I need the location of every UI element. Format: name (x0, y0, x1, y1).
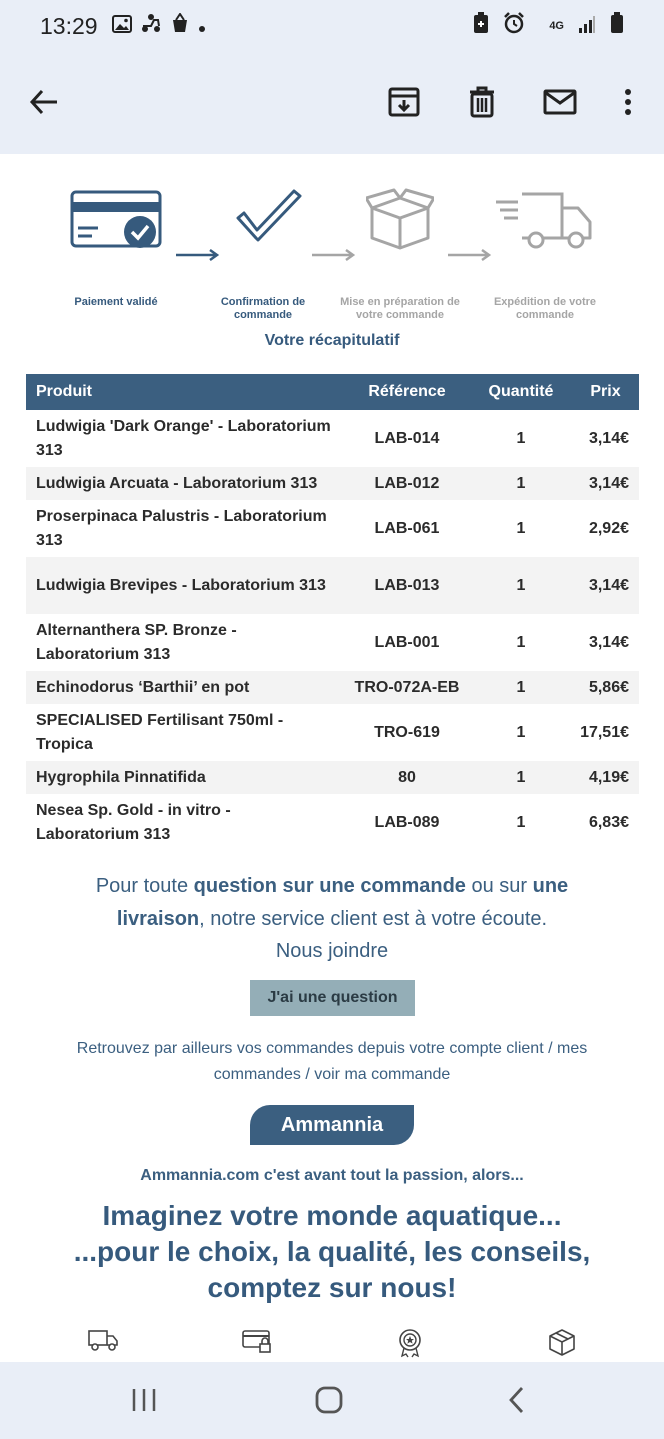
cell-reference: 80 (344, 761, 470, 794)
order-progress-steps (0, 182, 664, 321)
more-options-button[interactable] (608, 82, 648, 122)
secure-payment-icon (242, 1328, 272, 1358)
battery-icon (610, 12, 624, 40)
cell-product: Ludwigia 'Dark Orange' - Laboratorium 313 (36, 417, 331, 459)
step-arrow-icon (448, 248, 492, 266)
slogan-line: Imaginez votre monde aquatique... (102, 1200, 562, 1231)
delivery-truck-icon (496, 188, 594, 257)
cell-price: 6,83€ (588, 813, 629, 831)
mail-icon (543, 89, 577, 115)
step-label-shipping: Expédition de votre commande (493, 296, 597, 321)
cell-product: SPECIALISED Fertilisant 750ml - Tropica (36, 711, 284, 753)
cell-quantity: 1 (516, 429, 526, 447)
home-button[interactable] (309, 1384, 349, 1416)
home-icon (314, 1385, 344, 1415)
contact-join-link[interactable]: Nous joindre (275, 940, 389, 962)
table-row (26, 761, 639, 794)
cell-reference: LAB-014 (374, 429, 440, 447)
email-body (0, 154, 664, 1362)
cell-quantity: 1 (516, 633, 526, 651)
archive-button[interactable] (384, 82, 424, 122)
cell-price: 2,92€ (588, 519, 629, 537)
cell-quantity: 1 (470, 557, 572, 614)
gallery-icon (112, 13, 132, 39)
battery-saver-icon (473, 12, 489, 40)
cell-quantity: 1 (470, 761, 572, 794)
archive-icon (388, 86, 420, 118)
cell-price: 17,51€ (580, 723, 629, 741)
step-label-preparation: Mise en préparation de votre commande (340, 296, 460, 321)
back-button[interactable] (24, 82, 64, 122)
cell-product: Ludwigia Brevipes - Laboratorium 313 (26, 557, 344, 614)
cell-quantity: 1 (470, 467, 572, 500)
cell-quantity: 1 (470, 671, 572, 704)
signal-icon (578, 13, 596, 39)
col-header-quantity: Quantité (470, 374, 572, 410)
recent-apps-icon (131, 1388, 157, 1412)
table-row (26, 500, 639, 557)
cell-price: 3,14€ (588, 633, 629, 651)
contact-paragraph (50, 870, 614, 936)
order-items-table (26, 374, 639, 851)
recent-apps-button[interactable] (124, 1384, 164, 1416)
contact-text-part: ou sur (465, 875, 533, 897)
system-navigation-bar (0, 1362, 664, 1439)
cell-product: Hygrophila Pinnatifida (26, 761, 344, 794)
cell-quantity: 1 (516, 519, 526, 537)
cell-reference: TRO-619 (374, 723, 440, 741)
notification-dot-icon (198, 13, 206, 39)
orders-link-text[interactable]: Retrouvez par ailleurs vos commandes depuis votre compte client / mes commandes / voir ma commande (76, 1040, 588, 1083)
ask-question-button[interactable]: J'ai une question (250, 980, 415, 1016)
step-arrow-icon (176, 248, 220, 266)
step-label-confirmation: Confirmation de commande (220, 296, 306, 321)
checkmark-icon (234, 188, 304, 253)
system-back-button[interactable] (496, 1384, 536, 1416)
delivery-scooter-icon (140, 13, 162, 39)
cell-product: Alternanthera SP. Bronze - Laboratorium 313 (36, 621, 237, 663)
col-header-product: Produit (26, 374, 344, 410)
cell-reference: LAB-001 (374, 633, 440, 651)
slogan-line: comptez sur nous! (207, 1272, 457, 1303)
cell-reference: LAB-061 (374, 519, 440, 537)
cell-price: 5,86€ (572, 671, 639, 704)
cell-product: Echinodorus ‘Barthii’ en pot (26, 671, 344, 704)
col-header-reference: Référence (344, 374, 470, 410)
table-row (26, 671, 639, 704)
step-arrow-icon (312, 248, 356, 266)
cell-price: 3,14€ (588, 429, 629, 447)
more-vertical-icon (624, 88, 632, 116)
cell-reference: TRO-072A-EB (344, 671, 470, 704)
credit-card-check-icon (70, 188, 164, 255)
slogan-line: ...pour le choix, la qualité, les conseils, (73, 1236, 591, 1267)
recap-title: Votre récapitulatif (264, 332, 400, 349)
table-row (26, 410, 639, 467)
table-row (26, 557, 639, 614)
table-row (26, 614, 639, 671)
cell-reference: LAB-013 (344, 557, 470, 614)
cell-price: 4,19€ (572, 761, 639, 794)
col-header-price: Prix (572, 374, 639, 410)
cell-quantity: 1 (516, 723, 526, 741)
delete-button[interactable] (462, 82, 502, 122)
contact-text-bold: question sur une commande (193, 875, 466, 897)
back-chevron-icon (507, 1386, 525, 1414)
table-header-row (26, 374, 639, 410)
mail-toolbar (0, 52, 664, 154)
trash-icon (468, 86, 496, 118)
slogan (20, 1198, 644, 1306)
status-time: 13:29 (40, 12, 98, 39)
package-icon (548, 1328, 578, 1358)
mark-unread-button[interactable] (540, 82, 580, 122)
cell-product: Nesea Sp. Gold - in vitro - Laboratorium 313 (36, 801, 231, 843)
cell-price: 3,14€ (572, 467, 639, 500)
open-box-icon (366, 188, 434, 257)
back-arrow-icon (29, 89, 59, 115)
cell-reference: LAB-012 (344, 467, 470, 500)
network-type-label: 4G (549, 20, 564, 32)
contact-text-part: Pour toute (95, 875, 194, 897)
alarm-icon (503, 12, 525, 40)
step-label-payment: Paiement validé (74, 296, 158, 308)
contact-text-bold: une livraison (116, 875, 569, 930)
shopping-bag-icon (170, 13, 190, 39)
ammannia-button[interactable]: Ammannia (250, 1105, 414, 1145)
delivery-truck-icon (88, 1328, 118, 1358)
cell-price: 3,14€ (572, 557, 639, 614)
cell-product: Proserpinaca Palustris - Laboratorium 313 (36, 507, 327, 549)
contact-text-part: , notre service client est à votre écoute. (199, 908, 548, 930)
status-bar (0, 0, 664, 52)
passion-tagline: Ammannia.com c'est avant tout la passion, alors... (140, 1167, 524, 1184)
cell-reference: LAB-089 (374, 813, 440, 831)
cell-product: Ludwigia Arcuata - Laboratorium 313 (26, 467, 344, 500)
table-row (26, 794, 639, 851)
table-row (26, 704, 639, 761)
cell-quantity: 1 (516, 813, 526, 831)
quality-badge-icon (396, 1328, 426, 1358)
table-row (26, 467, 639, 500)
